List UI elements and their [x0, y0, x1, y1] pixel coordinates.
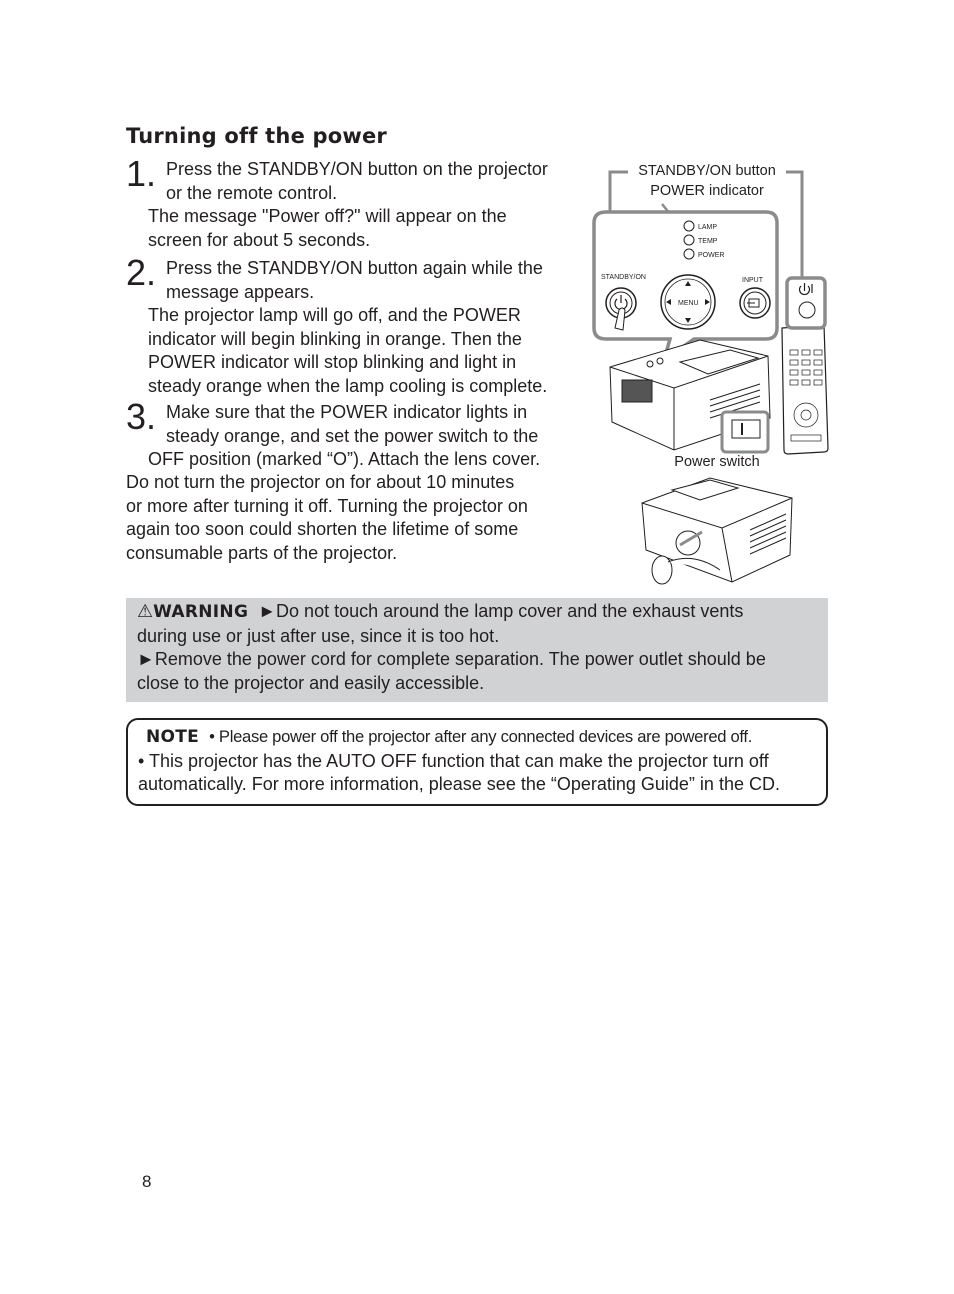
caution-line: Do not turn the projector on for about 10 minutes: [126, 472, 515, 492]
warning-line: [137, 600, 817, 625]
note-text: • Please power off the projector after any connected devices are powered off.: [209, 727, 753, 746]
step-3: [126, 396, 586, 472]
power-switch-label: Power switch: [674, 454, 760, 470]
menu-button-label: MENU: [678, 300, 699, 307]
menu-cursor-pad-icon: [661, 275, 715, 329]
step-number: 3.: [126, 396, 157, 437]
step-detail-line: The projector lamp will go off, and the POWER: [148, 305, 521, 325]
section-title: Turning off the power: [126, 124, 387, 148]
warning-line: during use or just after use, since it is too hot.: [137, 625, 500, 646]
step-detail-line: screen for about 5 seconds.: [148, 229, 371, 250]
projector-illustration: [590, 160, 835, 590]
note-line: • This projector has the AUTO OFF function that can make the projector turn off: [138, 750, 769, 771]
step-detail-line: OFF position (marked “O”). Attach the lens cover.: [148, 449, 541, 469]
standby-panel-label: STANDBY/ON: [601, 274, 646, 281]
caution-line: consumable parts of the projector.: [126, 542, 398, 563]
step-instruction-line: Press the STANDBY/ON button on the projector: [166, 159, 548, 179]
step-number: 2.: [126, 252, 157, 293]
warning-text: ►Do not touch around the lamp cover and the exhaust vents: [258, 601, 744, 621]
power-switch-icon: [732, 420, 760, 438]
warning-line: close to the projector and easily accessible.: [137, 672, 485, 693]
step-instruction-line: message appears.: [166, 281, 315, 302]
step-detail-line: indicator will begin blinking in orange. Then the: [148, 328, 522, 349]
step-number: 1.: [126, 153, 157, 194]
step-instruction-line: Press the STANDBY/ON button again while the: [166, 258, 543, 278]
projector-lens-cover-illustration: [642, 478, 792, 584]
warning-label: WARNING: [153, 602, 249, 622]
power-indicator-label: POWER: [698, 252, 725, 259]
page-number: 8: [142, 1172, 152, 1191]
step-2: [126, 252, 586, 398]
standby-button-callout: STANDBY/ON button: [638, 163, 776, 179]
warning-triangle-icon: ⚠: [137, 601, 154, 621]
note-line: automatically. For more information, please see the “Operating Guide” in the CD.: [138, 774, 780, 794]
step-instruction-line: Make sure that the POWER indicator lights in: [166, 402, 528, 422]
step-instruction-line: or the remote control.: [166, 182, 338, 203]
temp-indicator-label: TEMP: [698, 238, 718, 245]
input-panel-label: INPUT: [742, 277, 763, 284]
warning-line: ►Remove the power cord for complete separation. The power outlet should be: [137, 649, 766, 669]
step-1: [126, 153, 586, 252]
step-detail-line: The message "Power off?" will appear on the: [148, 206, 507, 226]
note-line: [138, 725, 816, 750]
note-box: [126, 718, 828, 806]
input-button-icon: [740, 288, 770, 318]
lamp-indicator-label: LAMP: [698, 224, 718, 231]
step-detail-line: POWER indicator will stop blinking and light in: [148, 352, 517, 372]
power-indicator-callout: POWER indicator: [650, 183, 764, 199]
caution-line: again too soon could shorten the lifetime of some: [126, 519, 519, 539]
warning-box: [126, 598, 828, 702]
caution-paragraph: [126, 471, 586, 565]
note-label: NOTE: [146, 727, 200, 747]
remote-control: [782, 325, 828, 454]
step-instruction-line: steady orange, and set the power switch to the: [166, 425, 539, 446]
step-detail-line: steady orange when the lamp cooling is complete.: [148, 375, 548, 396]
caution-line: or more after turning it off. Turning the projector on: [126, 495, 528, 516]
